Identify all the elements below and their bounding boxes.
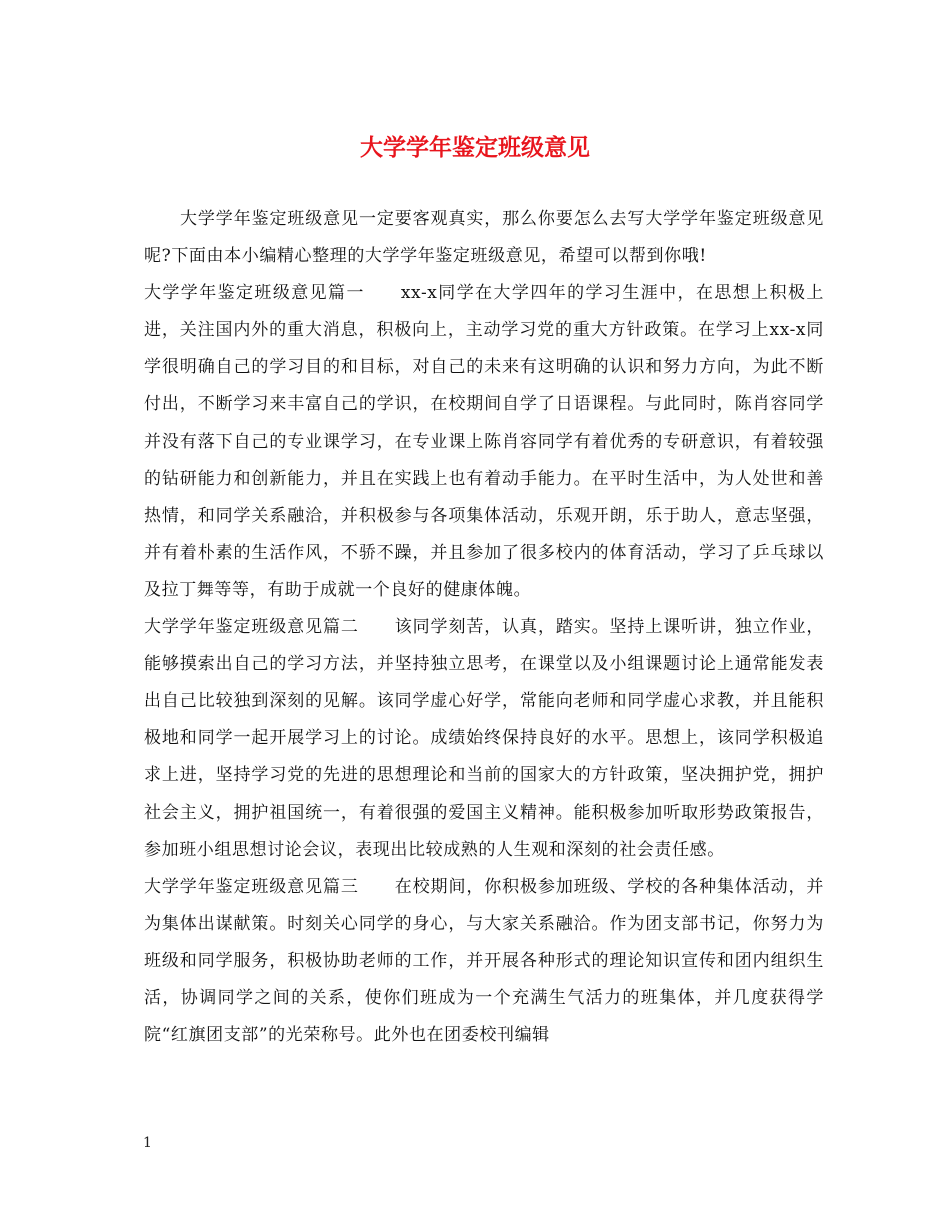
section-paragraph-3 [144, 869, 824, 1054]
document-body [144, 201, 824, 1054]
section-paragraph-1 [144, 275, 824, 609]
document-title: 大学学年鉴定班级意见 [360, 134, 590, 161]
section-heading-2: 大学学年鉴定班级意见篇二 [144, 617, 359, 638]
section-heading-1: 大学学年鉴定班级意见篇一 [144, 283, 365, 304]
section-text-2: 该同学刻苦，认真，踏实。坚持上课听讲，独立作业，能够摸索出自己的学习方法，并坚持独立思考，在课堂以及小组课题讨论上通常能发表出自己比较独到深刻的见解。该同学虚心好学，常能向老师和同学虚心求教，并且能积极地和同学一起开展学习上的讨论。成绩始终保持良好的水平。思想上，该同学积极追求上进，坚持学习党的先进的思想理论和当前的国家大的方针政策，坚决拥护党，拥护社会主义，拥护祖国统一，有着很强的爱国主义精神。能积极参加听取形势政策报告，参加班小组思想讨论会议，表现出比较成熟的人生观和深刻的社会责任感。 [144, 617, 824, 860]
section-paragraph-2 [144, 609, 824, 869]
section-text-3: 在校期间，你积极参加班级、学校的各种集体活动，并为集体出谋献策。时刻关心同学的身心，与大家关系融洽。作为团支部书记，你努力为班级和同学服务，积极协助老师的工作，并开展各种形式的理论知识宣传和团内组织生活，协调同学之间的关系，使你们班成为一个充满生气活力的班集体，并几度获得学院“红旗团支部”的光荣称号。此外也在团委校刊编辑 [144, 876, 824, 1046]
section-heading-3: 大学学年鉴定班级意见篇三 [144, 876, 359, 897]
page-number: 1 [143, 1135, 152, 1151]
intro-paragraph: 大学学年鉴定班级意见一定要客观真实，那么你要怎么去写大学学年鉴定班级意见呢?下面由本小编精心整理的大学学年鉴定班级意见，希望可以帮到你哦! [144, 209, 824, 267]
section-text-1: xx-x同学在大学四年的学习生涯中，在思想上积极上进，关注国内外的重大消息，积极向上，主动学习党的重大方针政策。在学习上xx-x同学很明确自己的学习目的和目标，对自己的未来有这明确的认识和努力方向，为此不断付出，不断学习来丰富自己的学识，在校期间自学了日语课程。与此同时，陈肖容同学并没有落下自己的专业课学习，在专业课上陈肖容同学有着优秀的专研意识，有着较强的钻研能力和创新能力，并且在实践上也有着动手能力。在平时生活中，为人处世和善热情，和同学关系融洽，并积极参与各项集体活动，乐观开朗，乐于助人，意志坚强，并有着朴素的生活作风，不骄不躁，并且参加了很多校内的体育活动，学习了乒乓球以及拉丁舞等等，有助于成就一个良好的健康体魄。 [144, 283, 824, 600]
